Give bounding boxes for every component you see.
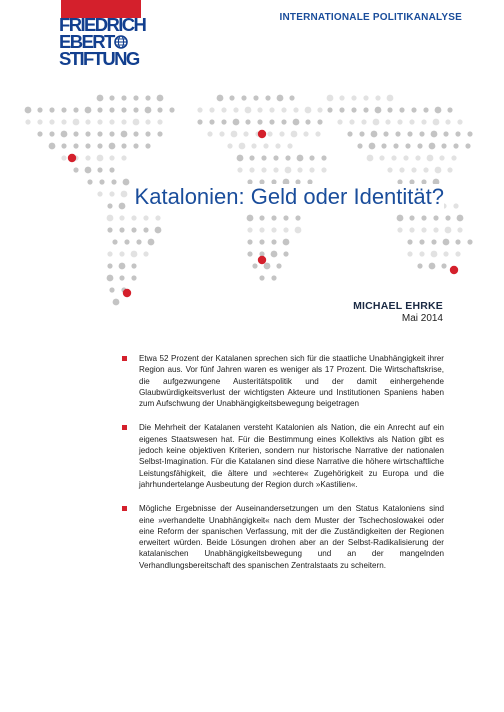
map-dot [387, 167, 392, 172]
map-dot [61, 155, 66, 160]
map-dot [112, 239, 117, 244]
map-dot [457, 227, 462, 232]
map-dot [107, 227, 112, 232]
map-dot [109, 191, 114, 196]
map-dot [157, 95, 164, 102]
map-dot [97, 143, 102, 148]
map-dot [321, 167, 326, 172]
map-dot [403, 155, 408, 160]
map-dot [443, 239, 450, 246]
map-dot [107, 263, 112, 268]
map-dot [229, 95, 234, 100]
map-dot [411, 167, 416, 172]
map-dot [119, 263, 126, 270]
map-dot [305, 119, 310, 124]
map-dot [109, 143, 116, 150]
map-dot [143, 251, 148, 256]
map-dot [397, 215, 404, 222]
map-dot [273, 155, 278, 160]
map-dot [409, 227, 414, 232]
map-dot [269, 119, 274, 124]
map-dot [263, 143, 268, 148]
map-dot [111, 179, 116, 184]
map-dot [349, 119, 354, 124]
map-dot [267, 131, 272, 136]
map-dot [361, 119, 366, 124]
map-dot [441, 263, 446, 268]
map-dot [243, 131, 248, 136]
map-dot [283, 215, 288, 220]
map-dot [387, 107, 392, 112]
map-dot [399, 167, 404, 172]
map-dot [119, 215, 124, 220]
map-dot [315, 131, 320, 136]
map-dot [119, 275, 124, 280]
map-dot [369, 143, 376, 150]
map-dot [303, 131, 308, 136]
map-dot [133, 95, 138, 100]
map-dot [247, 239, 252, 244]
map-dot [97, 155, 104, 162]
map-dot [351, 95, 356, 100]
map-dot [233, 107, 238, 112]
map-dot [261, 167, 266, 172]
map-dot [276, 263, 281, 268]
map-dot [451, 155, 456, 160]
map-dot [379, 155, 384, 160]
publication-date: Mai 2014 [401, 313, 443, 324]
author-block [353, 300, 443, 324]
logo-line-2: EBERT [59, 31, 114, 52]
map-dot [431, 131, 438, 138]
map-dot [121, 155, 126, 160]
map-dot [121, 191, 128, 198]
bullet-square-icon [122, 506, 127, 511]
map-dot [385, 119, 390, 124]
map-dot [327, 107, 332, 112]
map-red-dot [258, 256, 266, 264]
map-dot [251, 143, 256, 148]
map-dot [279, 131, 284, 136]
map-dot [433, 119, 440, 126]
map-dot [415, 155, 420, 160]
map-dot [97, 107, 102, 112]
map-dot [337, 119, 342, 124]
map-dot [453, 203, 458, 208]
map-dot [25, 107, 32, 114]
map-dot [421, 227, 426, 232]
map-dot [259, 227, 264, 232]
map-dot [391, 155, 396, 160]
map-dot [265, 95, 270, 100]
map-dot [421, 119, 426, 124]
map-dot [317, 107, 322, 112]
map-dot [157, 131, 162, 136]
map-dot [347, 131, 352, 136]
map-dot [249, 167, 254, 172]
map-dot [445, 119, 450, 124]
map-dot [73, 107, 78, 112]
map-dot [49, 143, 56, 150]
map-dot [419, 131, 424, 136]
map-dot [383, 131, 388, 136]
map-dot [157, 107, 162, 112]
map-dot [363, 95, 368, 100]
summary-bullet [122, 503, 444, 571]
map-dot [121, 119, 126, 124]
summary-bullet-text: Etwa 52 Prozent der Katalanen sprechen sich für die staatliche Unabhängigkeit ihrer Region aus. Vor fünf Jahren waren es weniger als 17 Prozent. Die Wirtschaftskrise, die aufgezwungene Austeritätspolitik und der damit einhergehende Glaubwürdigkeitsverlust der wichtigsten Akteure und Institutionen Spaniens haben zum Aufschwung der Unabhängigkeitsbewegung beigetragen [139, 354, 444, 409]
map-dot [283, 251, 288, 256]
summary-bullet-list [122, 353, 444, 584]
map-dot [85, 155, 90, 160]
globe-icon [114, 35, 128, 49]
map-dot [417, 143, 422, 148]
map-dot [241, 95, 246, 100]
map-dot [85, 107, 92, 114]
map-dot [245, 107, 252, 114]
map-dot [49, 119, 54, 124]
summary-bullet-text: Die Mehrheit der Katalanen versteht Katalonien als Nation, die ein Anrecht auf ein eigenes Staatswesen hat. Für die Bestimmung eines Kollektivs als Nation gibt es jedoch keine objektiven Kriterien, sondern nur historische Narrative der nationalen Selbst-Imagination. Für die Katalanen sind diese Narrative die höhere wirtschaftliche Leistungsfähigkeit, die ältere und »echtere« Zugehörigkeit zu Europa und die jahrhundertelange Ausbeutung der Region durch »Kastilien«. [139, 423, 444, 489]
map-dot [145, 95, 150, 100]
map-dot [447, 167, 452, 172]
map-dot [419, 251, 424, 256]
map-dot [339, 107, 344, 112]
map-dot [109, 119, 114, 124]
map-dot [423, 107, 428, 112]
map-dot [217, 95, 224, 102]
map-dot [351, 107, 356, 112]
map-dot [148, 239, 155, 246]
map-dot [433, 215, 438, 220]
map-dot [271, 239, 276, 244]
map-dot [97, 119, 102, 124]
map-dot [61, 107, 66, 112]
map-dot [431, 251, 438, 258]
map-dot [237, 155, 244, 162]
map-dot [107, 251, 112, 256]
map-dot [327, 95, 334, 102]
map-dot [371, 131, 378, 138]
map-dot [119, 251, 124, 256]
map-dot [387, 95, 394, 102]
map-dot [467, 239, 472, 244]
map-dot [429, 263, 436, 270]
map-dot [435, 107, 442, 114]
map-dot [85, 131, 90, 136]
map-dot [295, 215, 300, 220]
map-dot [395, 131, 400, 136]
map-dot [287, 143, 292, 148]
map-dot [293, 119, 300, 126]
map-dot [109, 95, 114, 100]
summary-bullet-text: Mögliche Ergebnisse der Auseinandersetzungen um den Status Kataloniens sind eine »verhandelte Unabhängigkeit« nach dem Muster der Tschechoslowakei oder eine Reform der spanischen Verfassung, mit der die Zuständigkeiten der Regionen erweitert würden. Beide Lösungen drohen aber an der Selbst-Radikalisierung der katalanischen Unabhängigkeitsbewegung und an der mangelnden Verhandlungsbereitschaft des spanischen Zentralstaats zu scheitern. [139, 504, 444, 570]
map-dot [227, 143, 232, 148]
map-dot [121, 143, 126, 148]
map-dot [359, 131, 364, 136]
map-dot [219, 131, 224, 136]
map-dot [457, 215, 464, 222]
map-dot [145, 143, 150, 148]
author-name: MICHAEL EHRKE [353, 300, 443, 312]
map-dot [305, 107, 312, 114]
map-dot [257, 107, 262, 112]
map-dot [264, 263, 271, 270]
map-dot [87, 179, 92, 184]
map-dot [133, 107, 138, 112]
map-dot [407, 251, 412, 256]
map-dot [237, 167, 242, 172]
map-dot [433, 227, 438, 232]
map-dot [61, 119, 66, 124]
map-dot [393, 143, 398, 148]
map-dot [233, 119, 240, 126]
map-dot [133, 143, 138, 148]
map-dot [239, 143, 246, 150]
map-dot [155, 227, 162, 234]
map-dot [49, 131, 54, 136]
map-dot [455, 131, 460, 136]
map-dot [97, 167, 102, 172]
map-dot [381, 143, 386, 148]
map-dot [309, 155, 314, 160]
map-dot [145, 119, 150, 124]
map-dot [291, 131, 298, 138]
map-dot [281, 119, 286, 124]
map-dot [169, 107, 174, 112]
map-dot [37, 131, 42, 136]
map-dot [443, 131, 448, 136]
map-dot [297, 167, 302, 172]
map-dot [321, 155, 326, 160]
map-dot [297, 155, 304, 162]
map-dot [283, 227, 288, 232]
map-dot [231, 131, 238, 138]
map-dot [309, 167, 314, 172]
map-red-dot [123, 289, 131, 297]
map-dot [209, 107, 214, 112]
map-dot [411, 107, 416, 112]
map-dot [121, 131, 128, 138]
map-dot [109, 107, 114, 112]
map-dot [37, 107, 42, 112]
map-dot [429, 143, 436, 150]
map-dot [445, 227, 452, 234]
map-dot [209, 119, 214, 124]
map-dot [73, 119, 80, 126]
map-dot [73, 131, 78, 136]
map-dot [289, 95, 294, 100]
map-dot [259, 275, 264, 280]
bullet-square-icon [122, 425, 127, 430]
map-dot [409, 119, 414, 124]
map-dot [145, 131, 150, 136]
logo-line-1: FRIEDRICH [59, 14, 146, 35]
map-dot [131, 263, 136, 268]
map-dot [107, 215, 114, 222]
fes-logo [59, 16, 149, 67]
map-dot [441, 143, 446, 148]
map-dot [247, 215, 254, 222]
map-dot [119, 227, 124, 232]
map-dot [269, 107, 274, 112]
map-dot [317, 119, 322, 124]
map-dot [293, 107, 298, 112]
map-dot [443, 251, 448, 256]
map-red-dot [258, 130, 266, 138]
map-dot [447, 107, 452, 112]
map-dot [49, 107, 54, 112]
map-dot [61, 143, 66, 148]
map-dot [295, 227, 302, 234]
summary-bullet [122, 422, 444, 490]
map-dot [131, 215, 136, 220]
map-dot [157, 119, 162, 124]
map-dot [421, 215, 426, 220]
map-dot [109, 167, 114, 172]
map-dot [367, 155, 374, 162]
map-dot [97, 95, 104, 102]
map-dot [131, 251, 138, 258]
map-dot [123, 179, 130, 186]
map-dot [131, 227, 136, 232]
map-dot [253, 95, 258, 100]
map-dot [197, 107, 202, 112]
map-dot [423, 167, 428, 172]
map-dot [133, 131, 138, 136]
series-title: INTERNATIONALE POLITIKANALYSE [279, 12, 462, 23]
map-dot [221, 107, 226, 112]
map-dot [431, 239, 436, 244]
map-dot [73, 167, 78, 172]
map-dot [245, 119, 250, 124]
map-dot [273, 167, 278, 172]
map-dot [99, 179, 104, 184]
map-dot [107, 275, 114, 282]
map-dot [121, 95, 126, 100]
map-dot [107, 203, 112, 208]
map-dot [131, 275, 136, 280]
map-red-dot [450, 266, 458, 274]
map-dot [409, 215, 414, 220]
map-dot [397, 227, 402, 232]
map-dot [133, 119, 140, 126]
map-dot [143, 215, 148, 220]
map-dot [285, 167, 292, 174]
map-dot [247, 251, 252, 256]
map-dot [465, 143, 470, 148]
map-dot [457, 119, 462, 124]
map-red-dot [68, 154, 76, 162]
map-dot [407, 239, 412, 244]
map-dot [375, 95, 380, 100]
map-dot [207, 131, 212, 136]
map-dot [124, 239, 129, 244]
map-dot [97, 131, 102, 136]
map-dot [257, 119, 262, 124]
summary-bullet [122, 353, 444, 409]
map-dot [357, 143, 362, 148]
map-dot [109, 287, 114, 292]
map-dot [281, 107, 286, 112]
map-dot [417, 263, 422, 268]
map-dot [419, 239, 424, 244]
map-dot [455, 251, 460, 256]
page-title: Katalonien: Geld oder Identität? [131, 184, 444, 210]
map-dot [405, 143, 410, 148]
map-dot [109, 131, 114, 136]
map-dot [249, 155, 254, 160]
map-dot [109, 155, 114, 160]
logo-line-3: STIFTUNG [59, 48, 139, 69]
map-dot [113, 299, 120, 306]
map-dot [37, 119, 42, 124]
map-dot [73, 143, 78, 148]
bullet-square-icon [122, 356, 127, 361]
map-dot [271, 215, 276, 220]
map-dot [221, 119, 226, 124]
map-dot [399, 107, 404, 112]
map-dot [143, 227, 148, 232]
map-dot [121, 107, 126, 112]
map-dot [197, 119, 202, 124]
map-dot [373, 119, 380, 126]
map-dot [85, 143, 90, 148]
map-dot [25, 119, 30, 124]
map-dot [259, 215, 264, 220]
map-dot [453, 143, 458, 148]
map-dot [277, 95, 284, 102]
map-dot [119, 203, 126, 210]
map-dot [271, 251, 278, 258]
map-dot [427, 155, 434, 162]
map-dot [247, 227, 252, 232]
map-dot [85, 119, 90, 124]
map-dot [261, 155, 266, 160]
map-dot [285, 155, 290, 160]
map-dot [145, 107, 152, 114]
map-dot [252, 263, 257, 268]
map-dot [275, 143, 280, 148]
map-dot [455, 239, 460, 244]
map-dot [435, 167, 442, 174]
map-dot [61, 131, 68, 138]
map-dot [271, 275, 276, 280]
map-dot [467, 131, 472, 136]
map-dot [339, 95, 344, 100]
map-dot [283, 239, 290, 246]
map-dot [375, 107, 382, 114]
map-dot [136, 239, 141, 244]
map-dot [439, 155, 444, 160]
map-dot [271, 227, 276, 232]
map-dot [407, 131, 412, 136]
map-dot [363, 107, 368, 112]
map-dot [445, 215, 450, 220]
map-dot [155, 215, 160, 220]
map-dot [85, 167, 92, 174]
map-dot [397, 119, 402, 124]
map-dot [97, 191, 102, 196]
map-dot [259, 239, 264, 244]
